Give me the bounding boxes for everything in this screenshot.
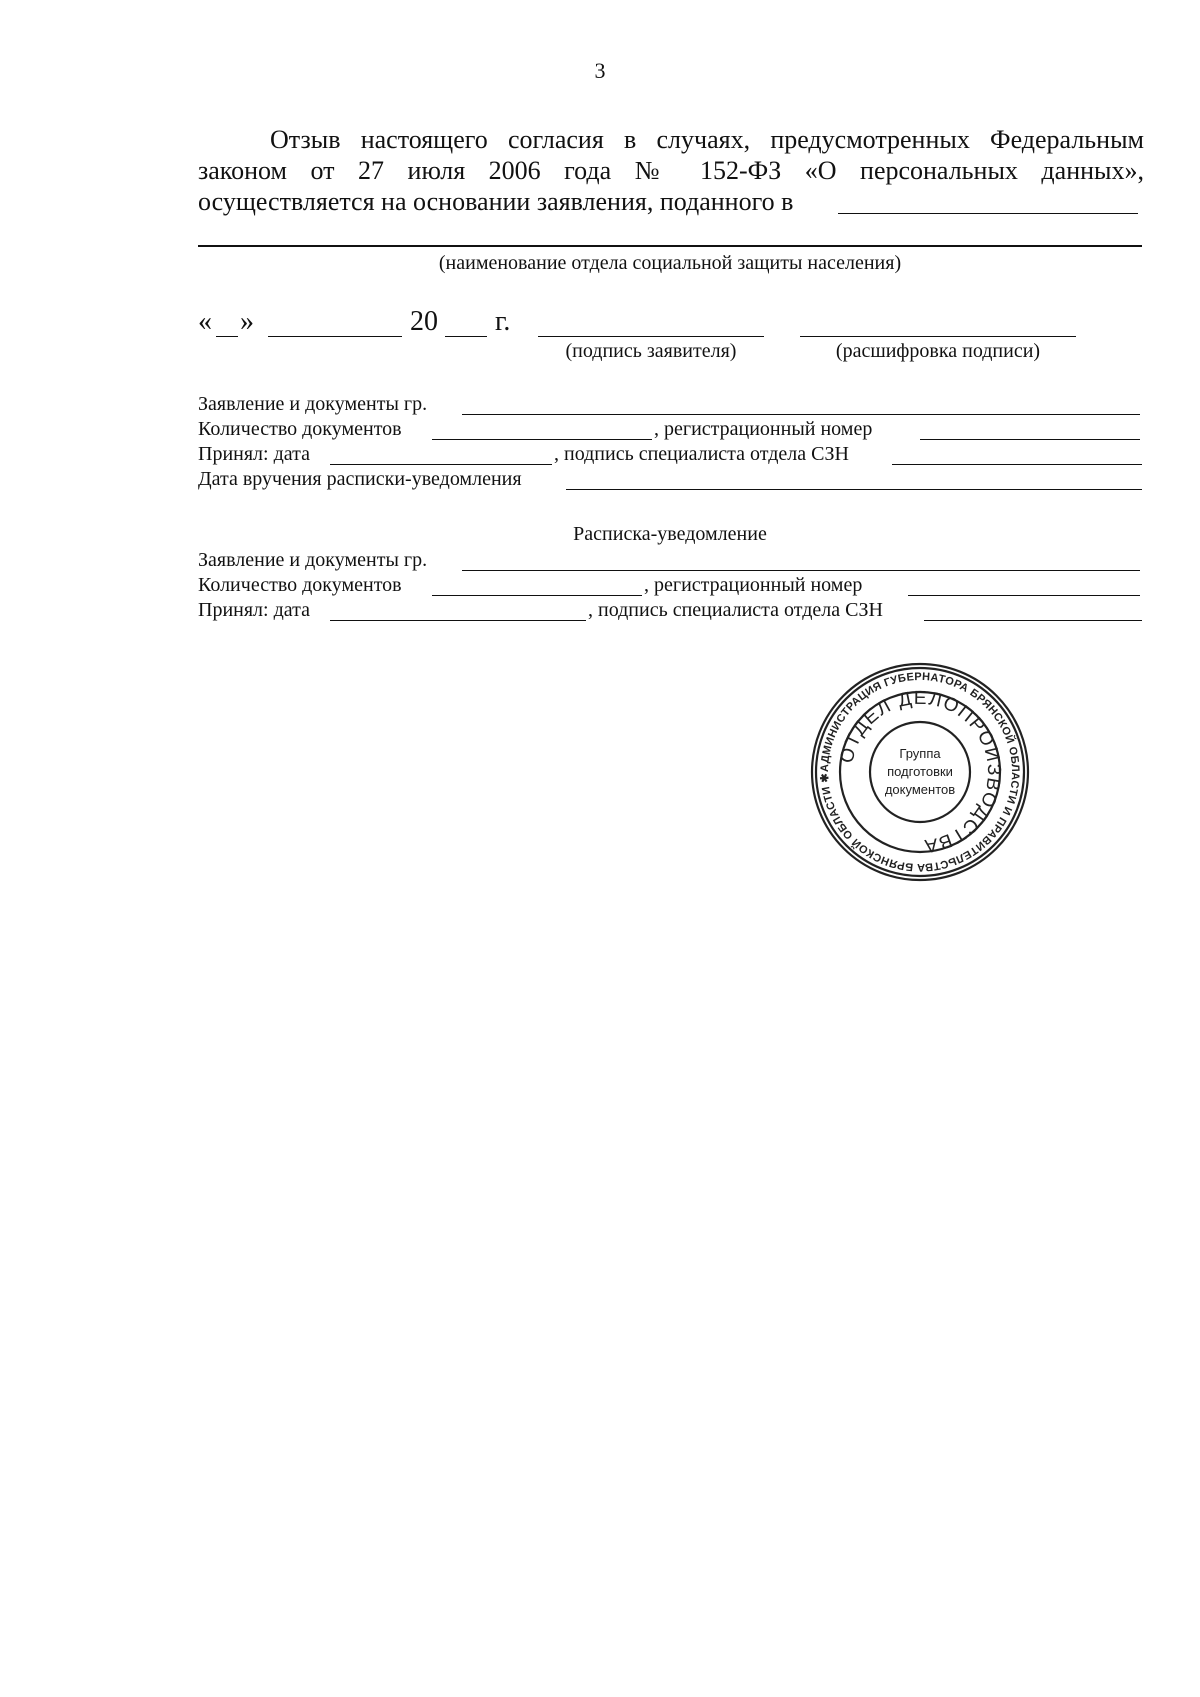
receipt-count-label: Количество документов <box>198 574 402 596</box>
accepted-date-label: Принял: дата <box>198 443 310 465</box>
revocation-paragraph <box>198 124 1144 217</box>
date-year-prefix: 20 <box>410 306 438 337</box>
receipt-title: Расписка-уведомление <box>573 523 767 545</box>
receipt-count-field[interactable] <box>432 595 642 596</box>
delivery-date-label: Дата вручения расписки-уведомления <box>198 468 522 490</box>
date-day-field[interactable] <box>216 336 238 337</box>
stamp-center-line-2: подготовки <box>887 764 953 779</box>
receipt-docs-citizen-field[interactable] <box>462 570 1140 571</box>
stamp-outer-textpath: АДМИНИСТРАЦИЯ ГУБЕРНАТОРА БРЯНСКОЙ ОБЛАСТИ И ПРАВИТЕЛЬСТВА БРЯНСКОЙ ОБЛАСТИ ✱ <box>818 670 1022 874</box>
delivery-date-field[interactable] <box>566 489 1142 490</box>
count-label: Количество документов <box>198 418 402 440</box>
docs-citizen-field[interactable] <box>462 414 1140 415</box>
receipt-docs-label: Заявление и документы гр. <box>198 549 428 571</box>
reg-number-label: , регистрационный номер <box>654 418 873 440</box>
date-year-suffix: г. <box>495 306 511 337</box>
signature-caption: (подпись заявителя) <box>565 340 737 362</box>
official-stamp <box>808 660 1032 884</box>
stamp-middle-textpath: ОТДЕЛ ДЕЛОПРОИЗВОДСТВА <box>836 687 1005 857</box>
department-name-line[interactable] <box>198 245 1142 247</box>
receipt-specialist-signature-field[interactable] <box>924 620 1142 621</box>
page-number: 3 <box>594 58 606 83</box>
date-close-quote: » <box>240 306 254 337</box>
decode-caption: (расшифровка подписи) <box>835 340 1041 362</box>
department-field-line[interactable] <box>838 213 1138 214</box>
date-month-field[interactable] <box>268 336 402 337</box>
specialist-signature-field[interactable] <box>892 464 1142 465</box>
docs-label: Заявление и документы гр. <box>198 393 428 415</box>
date-year-field[interactable] <box>445 336 487 337</box>
paragraph-line-3-text: осуществляется на основании заявления, поданного в <box>198 187 794 216</box>
paragraph-line-2: законом от 27 июля 2006 года № 152-ФЗ «О персональных данных», <box>198 156 1144 185</box>
accepted-date-field[interactable] <box>330 464 552 465</box>
specialist-signature-label: , подпись специалиста отдела СЗН <box>554 443 849 465</box>
count-field[interactable] <box>432 439 652 440</box>
receipt-accepted-date-label: Принял: дата <box>198 599 310 621</box>
receipt-reg-number-field[interactable] <box>908 595 1140 596</box>
department-caption: (наименование отдела социальной защиты населения) <box>438 252 902 274</box>
stamp-center-line-1: Группа <box>899 746 941 761</box>
date-open-quote: « <box>198 306 212 337</box>
applicant-signature-field[interactable] <box>538 336 764 337</box>
receipt-specialist-signature-label: , подпись специалиста отдела СЗН <box>588 599 883 621</box>
reg-number-field[interactable] <box>920 439 1140 440</box>
receipt-accepted-date-field[interactable] <box>330 620 586 621</box>
signature-decode-field[interactable] <box>800 336 1076 337</box>
paragraph-line-1: Отзыв настоящего согласия в случаях, предусмотренных Федеральным <box>270 125 1144 154</box>
stamp-center-line-3: документов <box>884 782 956 797</box>
receipt-reg-number-label: , регистрационный номер <box>644 574 863 596</box>
